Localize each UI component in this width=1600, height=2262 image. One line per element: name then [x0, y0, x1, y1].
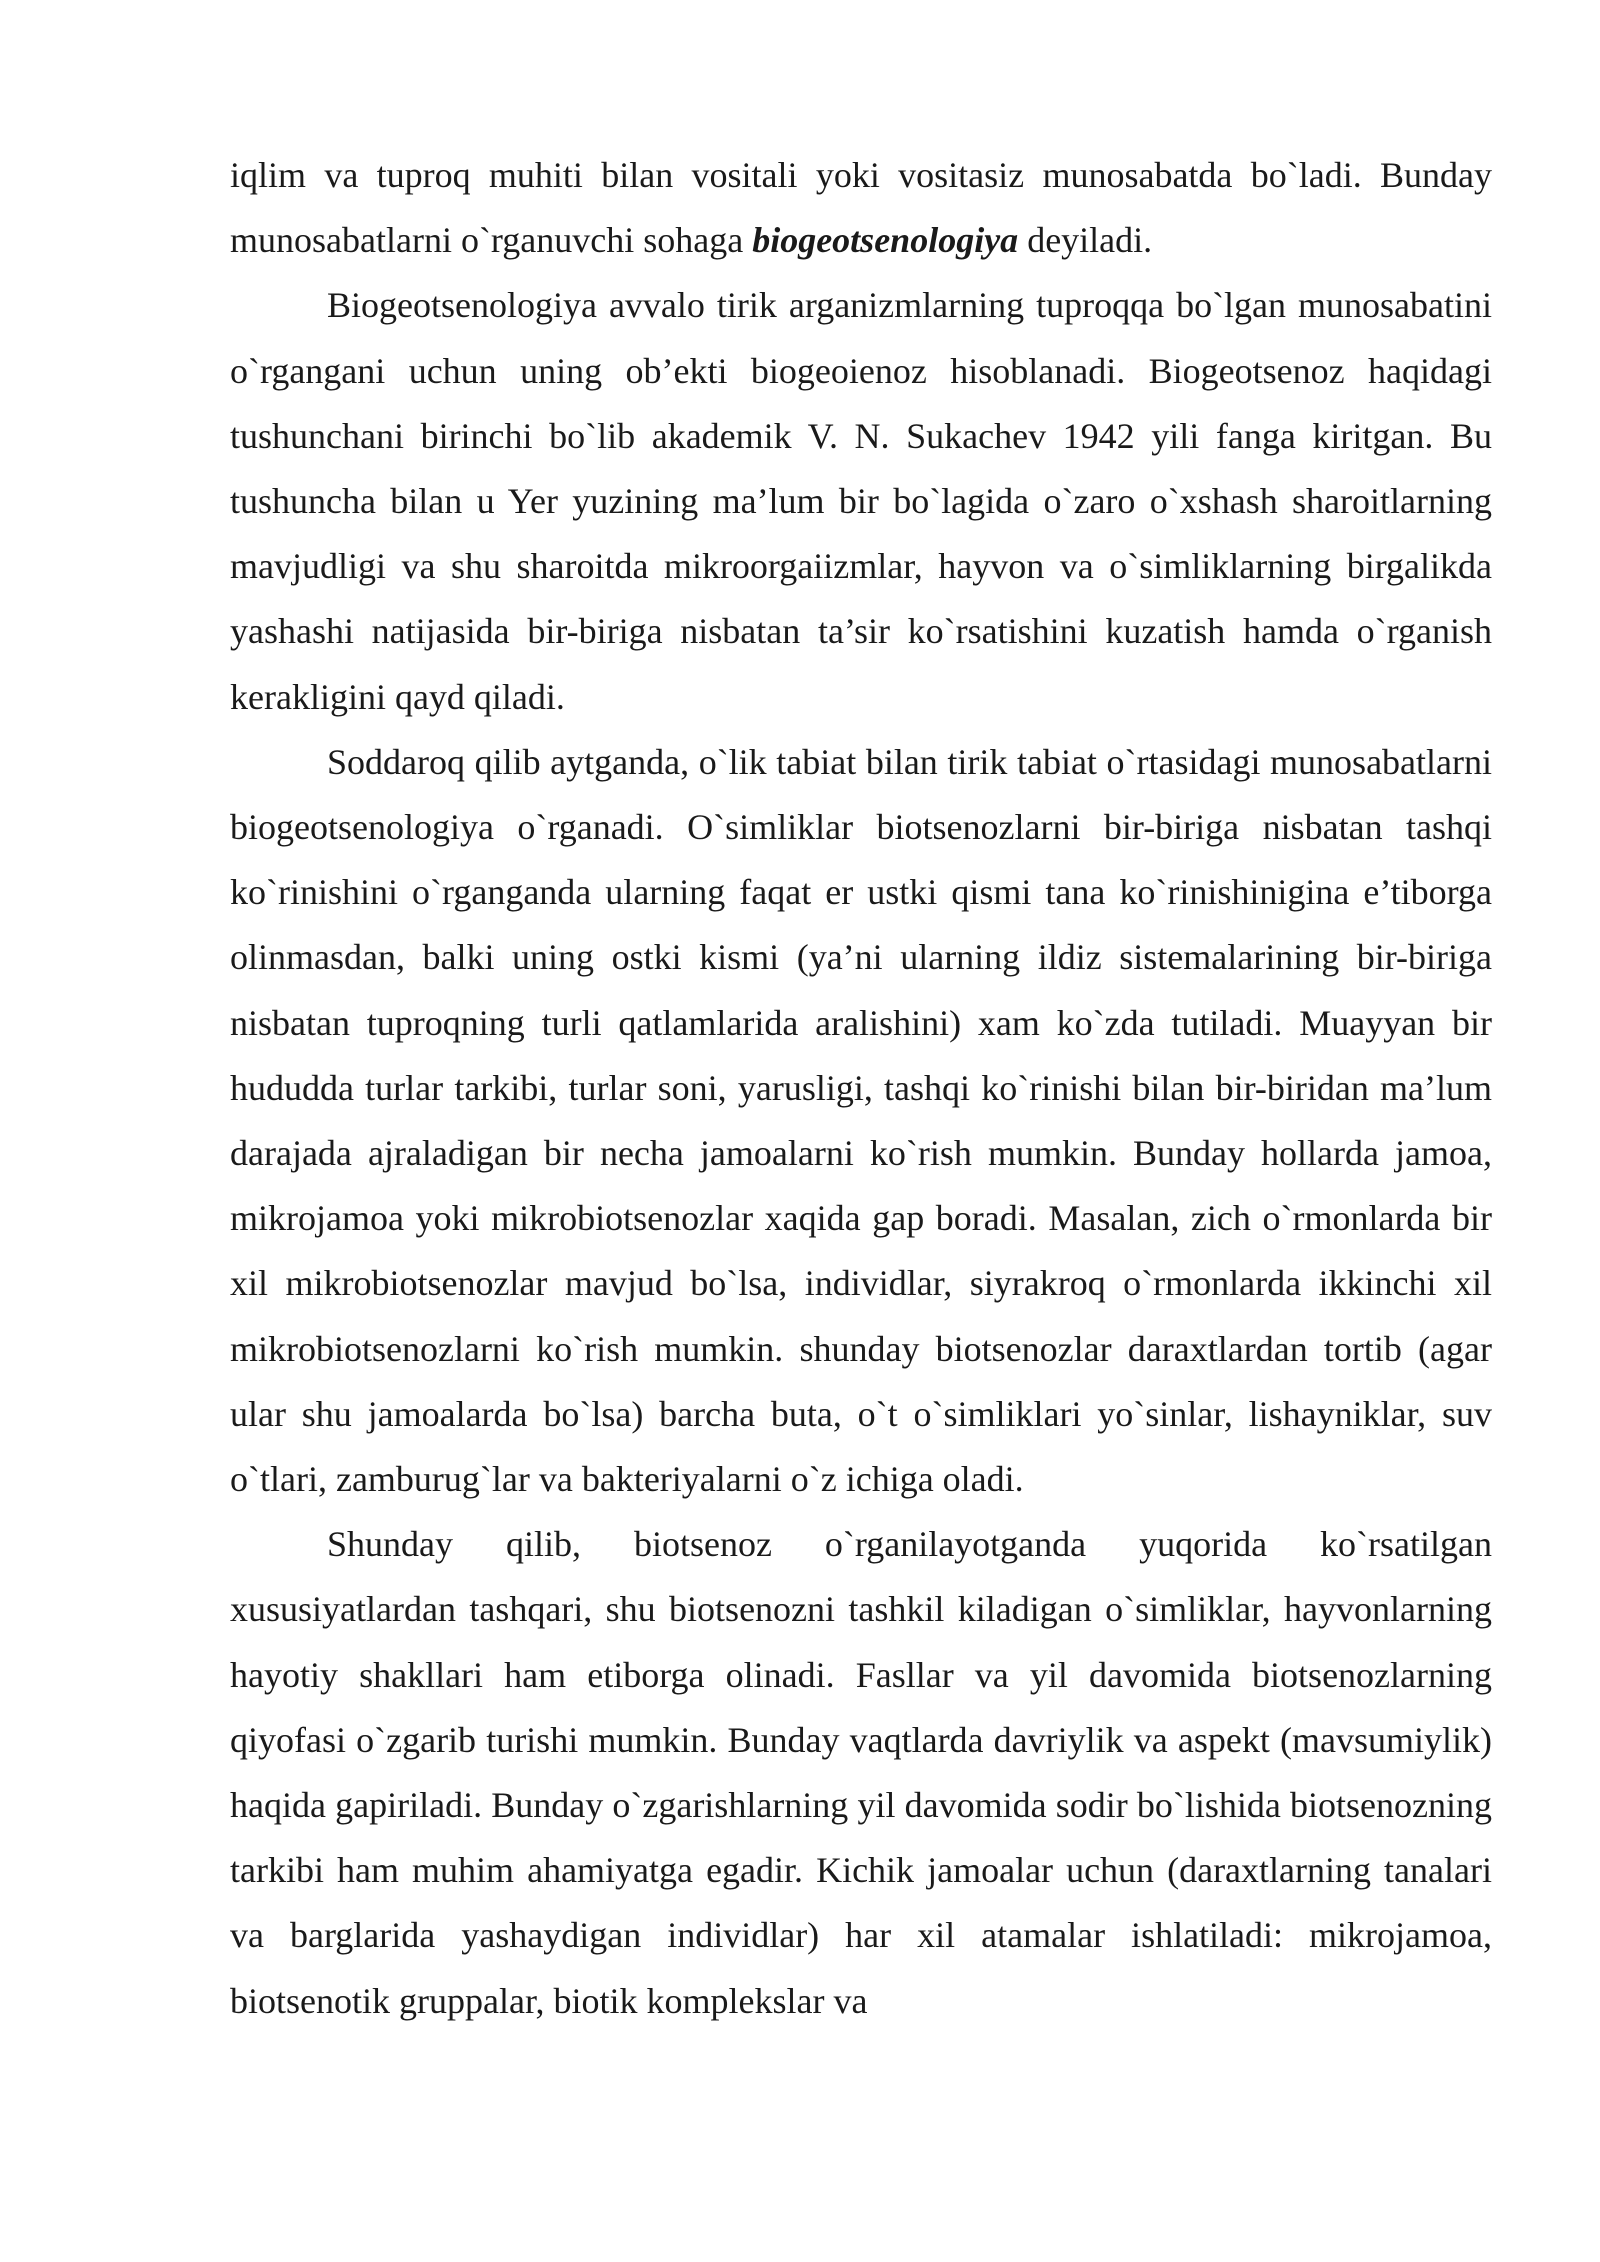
paragraph-1: [230, 143, 1492, 273]
term-biogeotsenologiya: biogeotsenologiya: [752, 220, 1019, 261]
paragraph-1-text-before: iqlim va tuproq muhiti bilan vositali yoki vositasiz munosabatda bo`ladi. Bunday munosabatlarni o`rganuvchi sohaga: [230, 155, 1492, 261]
document-body: [230, 143, 1492, 2034]
paragraph-2: Biogeotsenologiya avvalo tirik arganizmlarning tuproqqa bo`lgan munosabatini o`rgangani uchun uning ob’ekti biogeoienoz hisoblanadi. Biogeotsenoz haqidagi tushunchani birinchi bo`lib akademik V. N. Sukachev 1942 yili fanga kiritgan. Bu tushuncha bilan u Yer yuzining ma’lum bir bo`lagida o`zaro o`xshash sharoitlarning mavjudligi va shu sharoitda mikroorgaiizmlar, hayvon va o`simliklarning birgalikda yashashi natijasida bir-biriga nisbatan ta’sir ko`rsatishini kuzatish hamda o`rganish kerakligini qayd qiladi.: [230, 285, 1492, 717]
paragraph-1-text-after: deyiladi.: [1018, 220, 1153, 261]
paragraph-4: Shunday qilib, biotsenoz o`rganilayotganda yuqorida ko`rsatilgan xususiyatlardan tashqari, shu biotsenozni tashkil kiladigan o`simliklar, hayvonlarning hayotiy shakllari ham etiborga olinadi. Fasllar va yil davomida biotsenozlarning qiyofasi o`zgarib turishi mumkin. Bunday vaqtlarda davriylik va aspekt (mavsumiylik) haqida gapiriladi. Bunday o`zgarishlarning yil davomida sodir bo`lishida biotsenozning tarkibi ham muhim ahamiyatga egadir. Kichik jamoalar uchun (daraxtlarning tanalari va barglarida yashaydigan individlar) har xil atamalar ishlatiladi: mikrojamoa, biotsenotik gruppalar, biotik komplekslar va: [230, 1524, 1492, 2021]
paragraph-3: Soddaroq qilib aytganda, o`lik tabiat bilan tirik tabiat o`rtasidagi munosabatlarni biogeotsenologiya o`rganadi. O`simliklar biotsenozlarni bir-biriga nisbatan tashqi ko`rinishini o`rganganda ularning faqat er ustki qismi tana ko`rinishinigina e’tiborga olinmasdan, balki uning ostki kismi (ya’ni ularning ildiz sistemalarining bir-biriga nisbatan tuproqning turli qatlamlarida aralishini) xam ko`zda tutiladi. Muayyan bir hududda turlar tarkibi, turlar soni, yarusligi, tashqi ko`rinishi bilan bir-biridan ma’lum darajada ajraladigan bir necha jamoalarni ko`rish mumkin. Bunday hollarda jamoa, mikrojamoa yoki mikrobiotsenozlar xaqida gap boradi. Masalan, zich o`rmonlarda bir xil mikrobiotsenozlar mavjud bo`lsa, individlar, siyrakroq o`rmonlarda ikkinchi xil mikrobiotsenozlarni ko`rish mumkin. shunday biotsenozlar daraxtlardan tortib (agar ular shu jamoalarda bo`lsa) barcha buta, o`t o`simliklari yo`sinlar, lishayniklar, suv o`tlari, zamburug`lar va bakteriyalarni o`z ichiga oladi.: [230, 741, 1492, 1500]
